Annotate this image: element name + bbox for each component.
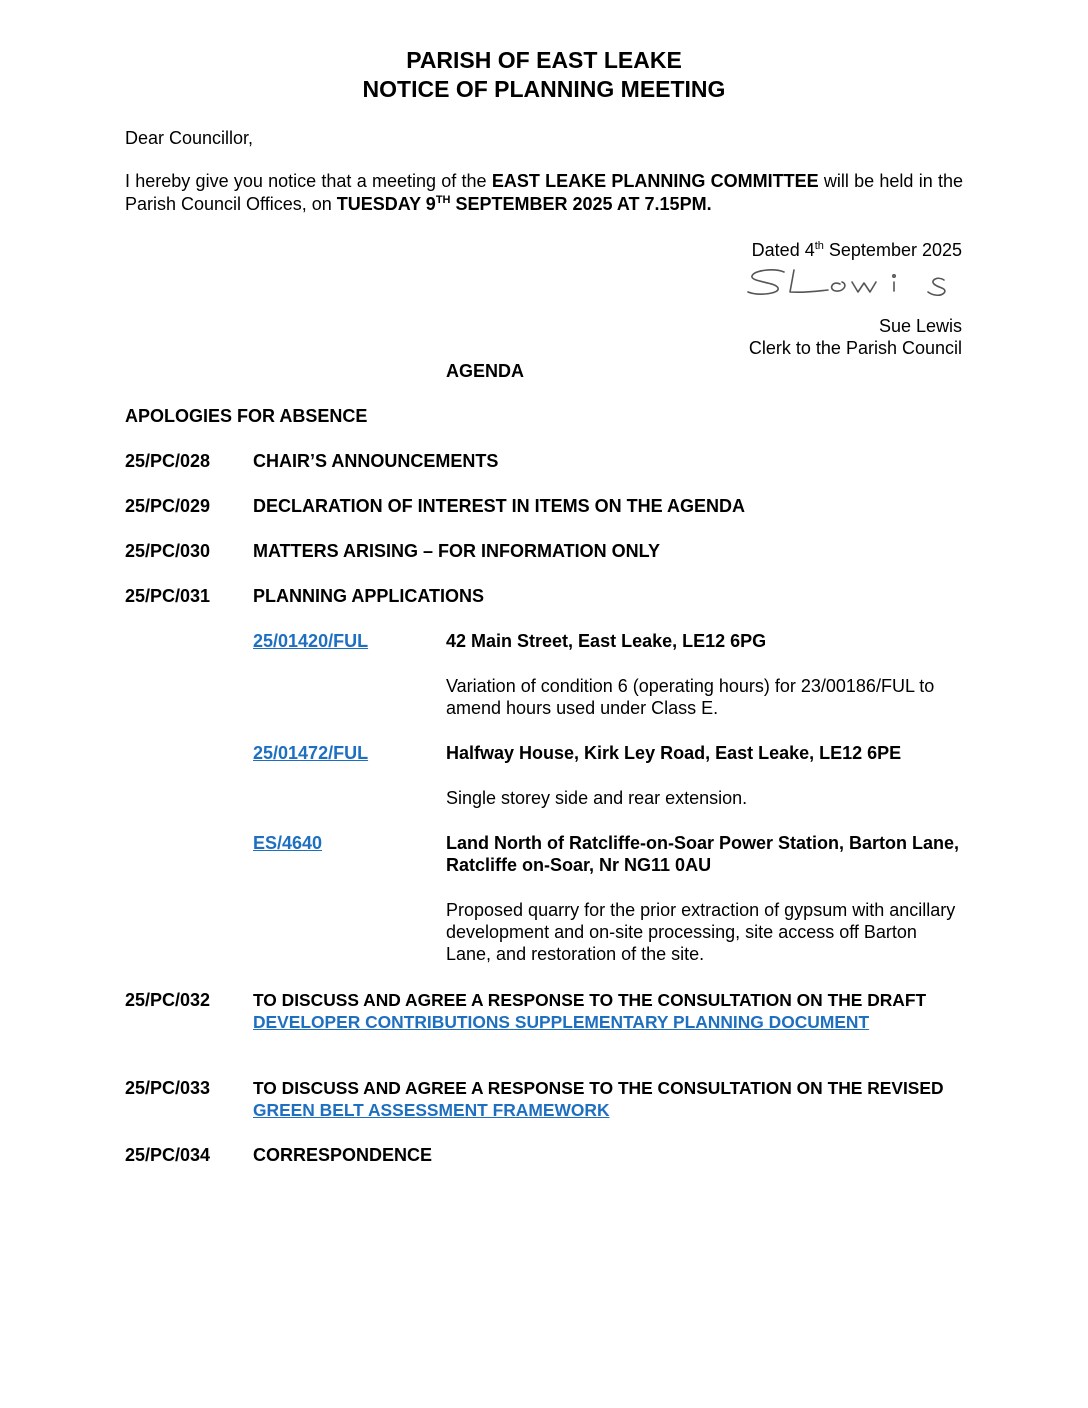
agenda-item-title: CORRESPONDENCE (253, 1145, 433, 1165)
application-link[interactable]: 25/01472/FUL (253, 743, 369, 763)
application-address: Halfway House, Kirk Ley Road, East Leake, LE12 6PE (446, 743, 902, 763)
committee-name: EAST LEAKE PLANNING COMMITTEE (491, 171, 819, 191)
agenda-item-title: TO DISCUSS AND AGREE A RESPONSE TO THE CONSULTATION ON THE REVISED GREEN BELT ASSESSMENT FRAMEWORK (253, 1078, 944, 1120)
agenda-item-number: 25/PC/028 (125, 451, 211, 471)
dated-line: Dated 4th September 2025 (751, 240, 962, 260)
apologies-heading: APOLOGIES FOR ABSENCE (125, 406, 368, 426)
agenda-item-number: 25/PC/032 (125, 990, 211, 1010)
document-subtitle: NOTICE OF PLANNING MEETING (362, 76, 726, 102)
agenda-item-number: 25/PC/029 (125, 496, 211, 516)
application-address: 42 Main Street, East Leake, LE12 6PG (446, 631, 767, 651)
notice-paragraph: I hereby give you notice that a meeting of the EAST LEAKE PLANNING COMMITTEE will be held in the Parish Council Offices, on TUESDAY 9TH SEPTEMBER 2025 AT 7.15PM. (125, 171, 963, 214)
agenda-item-number: 25/PC/031 (125, 586, 211, 606)
agenda-heading: AGENDA (446, 361, 525, 381)
application-description: Proposed quarry for the prior extraction of gypsum with ancillary development and on-site processing, site access off Barton Lane, and restoration of the site. (446, 900, 956, 964)
document-title: PARISH OF EAST LEAKE (406, 47, 682, 73)
agenda-item-title: TO DISCUSS AND AGREE A RESPONSE TO THE CONSULTATION ON THE DRAFT DEVELOPER CONTRIBUTIONS SUPPLEMENTARY PLANNING DOCUMENT (253, 990, 927, 1032)
signature-image (744, 262, 958, 302)
agenda-item-title: MATTERS ARISING – FOR INFORMATION ONLY (253, 541, 661, 561)
application-address: Land North of Ratcliffe-on-Soar Power Station, Barton Lane, Ratcliffe on-Soar, Nr NG11 0AU (446, 833, 960, 875)
application-link[interactable]: ES/4640 (253, 833, 323, 853)
agenda-item-number: 25/PC/030 (125, 541, 211, 561)
developer-contributions-link[interactable]: DEVELOPER CONTRIBUTIONS SUPPLEMENTARY PLANNING DOCUMENT (253, 1012, 870, 1032)
signatory-name: Sue Lewis (878, 316, 962, 336)
meeting-date: TUESDAY 9TH SEPTEMBER 2025 AT 7.15PM. (336, 194, 712, 214)
signatory-role: Clerk to the Parish Council (748, 338, 962, 358)
agenda-item-title: CHAIR’S ANNOUNCEMENTS (253, 451, 499, 471)
agenda-item-number: 25/PC/033 (125, 1078, 211, 1098)
agenda-item-number: 25/PC/034 (125, 1145, 211, 1165)
salutation: Dear Councillor, (125, 128, 254, 148)
green-belt-framework-link[interactable]: GREEN BELT ASSESSMENT FRAMEWORK (253, 1100, 610, 1120)
application-description: Variation of condition 6 (operating hours) for 23/00186/FUL to amend hours used under Class E. (446, 676, 935, 718)
agenda-item-title: PLANNING APPLICATIONS (253, 586, 485, 606)
application-link[interactable]: 25/01420/FUL (253, 631, 369, 651)
application-description: Single storey side and rear extension. (446, 788, 748, 808)
agenda-item-title: DECLARATION OF INTEREST IN ITEMS ON THE AGENDA (253, 496, 746, 516)
